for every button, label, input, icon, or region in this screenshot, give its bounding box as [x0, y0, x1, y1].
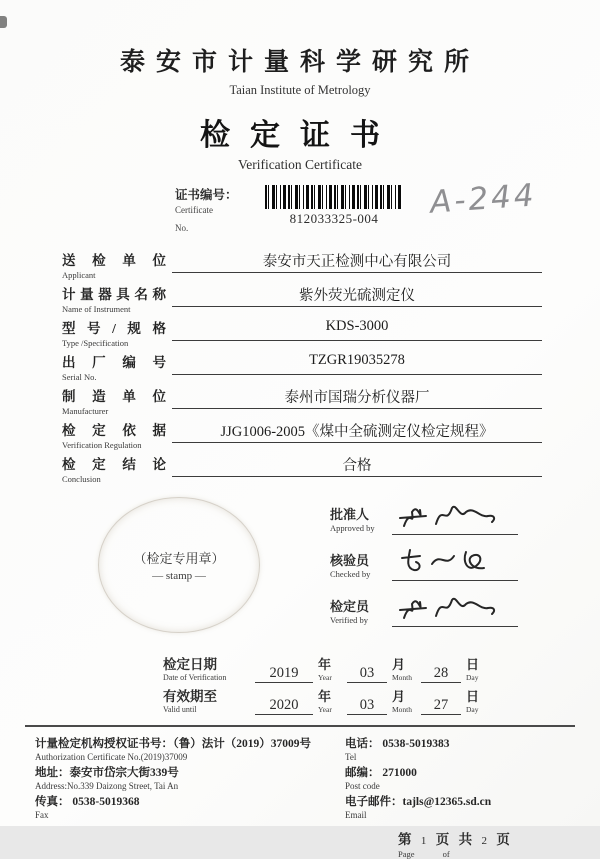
- page-current: 1: [420, 835, 430, 847]
- postcode-cn: 邮编： 271000: [345, 767, 417, 779]
- footer-divider: [25, 725, 575, 727]
- page-mid: 页 共: [435, 832, 476, 847]
- year-unit-en: Year: [318, 705, 332, 714]
- certificate-number-label-cn: 证书编号：: [175, 188, 238, 202]
- page-number: [398, 828, 600, 859]
- field-value: TZGR19035278: [172, 349, 542, 375]
- signature-line: [392, 587, 518, 627]
- verification-stamp: [98, 497, 260, 633]
- month-unit-cn: 月: [392, 657, 406, 672]
- field-label-cn: 制造单位: [62, 389, 166, 404]
- handwritten-signature: [396, 590, 506, 628]
- field-label-en: Verification Regulation: [62, 440, 142, 450]
- authorization-no-cn: 计量检定机构授权证书号：（鲁）法计（2019）37009号: [35, 738, 311, 750]
- date-year-value: 2019: [255, 665, 313, 683]
- handwritten-signature: [396, 544, 506, 582]
- field-label-en: Applicant: [62, 270, 96, 280]
- stamp-label-en: — stamp —: [152, 570, 206, 582]
- certificate-number-label-en2: No.: [175, 223, 189, 233]
- institute-name-en: Taian Institute of Metrology: [229, 83, 371, 97]
- field-label-en: Serial No.: [62, 372, 97, 382]
- date-month-value: 03: [347, 665, 387, 683]
- stamp-label-cn: （检定专用章）: [133, 551, 225, 566]
- certificate-title-cn: 检定证书: [200, 119, 400, 152]
- field-label-en: Type /Specification: [62, 338, 129, 348]
- field-label-cn: 检定结论: [62, 457, 166, 472]
- month-unit-en: Month: [392, 705, 413, 714]
- footer-left-column: [35, 735, 345, 822]
- field-label-en: Conclusion: [62, 474, 101, 484]
- field-row-serial-no: [62, 349, 542, 383]
- day-unit-cn: 日: [466, 689, 480, 704]
- month-unit-en: Month: [392, 673, 413, 682]
- email-en: Email: [345, 810, 367, 820]
- stamp-and-signatures: [0, 489, 600, 647]
- institute-name-cn: 泰安市计量科学研究所: [119, 49, 480, 76]
- footer-contact: [35, 735, 600, 822]
- date-label-en: Valid until: [163, 705, 197, 714]
- signature-label-en: Verified by: [330, 615, 369, 625]
- certificate-number-block: [175, 177, 600, 233]
- date-month-value: 03: [347, 697, 387, 715]
- fax-cn: 传真： 0538-5019368: [35, 796, 140, 808]
- signature-label-cn: 检定员: [330, 599, 370, 614]
- field-value: JJG1006-2005《煤中全硫测定仪检定规程》: [172, 417, 542, 443]
- certificate-number-labels: [175, 185, 259, 233]
- signature-line: [392, 541, 518, 581]
- field-label-cn: 送检单位: [62, 253, 166, 268]
- field-value: 泰安市天正检测中心有限公司: [172, 247, 542, 273]
- field-row-conclusion: [62, 451, 542, 485]
- date-day-value: 28: [421, 665, 461, 683]
- page-en: Page: [398, 849, 415, 859]
- signature-row-approved: [330, 489, 518, 535]
- signature-line: [392, 495, 518, 535]
- fax-en: Fax: [35, 810, 49, 820]
- page-total: 2: [481, 835, 490, 847]
- field-label-cn: 计量器具名称: [62, 287, 166, 302]
- field-label-en: Manufacturer: [62, 406, 109, 416]
- address-cn: 地址：泰安市岱宗大街339号: [35, 767, 179, 779]
- certificate-title-en: Verification Certificate: [237, 157, 363, 172]
- day-unit-en: Day: [466, 705, 479, 714]
- year-unit-en: Year: [318, 673, 332, 682]
- date-section: [163, 651, 600, 715]
- footer-right-column: [345, 735, 491, 822]
- day-unit-cn: 日: [466, 657, 480, 672]
- tel-en: Tel: [345, 752, 357, 762]
- postcode-en: Post code: [345, 781, 380, 791]
- field-row-regulation: [62, 417, 542, 451]
- field-row-instrument-name: [62, 281, 542, 315]
- signature-label-en: Checked by: [330, 569, 371, 579]
- handwritten-note: A-244: [428, 177, 538, 221]
- field-row-type-spec: [62, 315, 542, 349]
- month-unit-cn: 月: [392, 689, 406, 704]
- authorization-no-en: Authorization Certificate No.(2019)37009: [35, 752, 188, 762]
- scan-artifact: [0, 16, 7, 28]
- signature-label-cn: 批准人: [330, 507, 370, 522]
- header: [0, 0, 600, 173]
- signature-label-en: Approved by: [330, 523, 375, 533]
- field-label-en: Name of Instrument: [62, 304, 131, 314]
- field-label-cn: 出厂编号: [62, 355, 166, 370]
- of-en: of: [442, 849, 450, 859]
- page-prefix: 第: [398, 832, 415, 847]
- date-row-verification: [163, 651, 600, 683]
- field-row-manufacturer: [62, 383, 542, 417]
- signature-row-checked: [330, 535, 518, 581]
- handwritten-signature: [396, 498, 506, 536]
- tel-cn: 电话： 0538-5019383: [345, 738, 450, 750]
- page-suffix: 页: [496, 832, 513, 847]
- date-label-en: Date of Verification: [163, 673, 227, 682]
- field-label-cn: 检定依据: [62, 423, 166, 438]
- signature-row-verified: [330, 581, 518, 627]
- address-en: Address:No.339 Daizong Street, Tai An: [35, 781, 179, 791]
- field-value: KDS-3000: [172, 315, 542, 341]
- date-row-valid-until: [163, 683, 600, 715]
- field-value: 泰州市国瑞分析仪器厂: [172, 383, 542, 409]
- year-unit-cn: 年: [318, 657, 332, 672]
- field-row-applicant: [62, 247, 542, 281]
- signature-rows: [330, 489, 518, 627]
- email-cn: 电子邮件：tajls@12365.sd.cn: [345, 796, 492, 808]
- field-list: [62, 247, 542, 485]
- certificate-number-value: 812033325-004: [289, 211, 379, 226]
- date-label-cn: 有效期至: [163, 689, 217, 704]
- year-unit-cn: 年: [318, 689, 332, 704]
- barcode: [265, 185, 403, 209]
- barcode-block: [259, 185, 409, 233]
- date-day-value: 27: [421, 697, 461, 715]
- field-value: 合格: [172, 451, 542, 477]
- field-label-cn: 型号/规格: [62, 321, 166, 336]
- date-label-cn: 检定日期: [163, 657, 217, 672]
- certificate-number-label-en1: Certificate: [175, 205, 213, 215]
- date-year-value: 2020: [255, 697, 313, 715]
- day-unit-en: Day: [466, 673, 479, 682]
- field-value: 紫外荧光硫测定仪: [172, 281, 542, 307]
- signature-label-cn: 核验员: [330, 553, 370, 568]
